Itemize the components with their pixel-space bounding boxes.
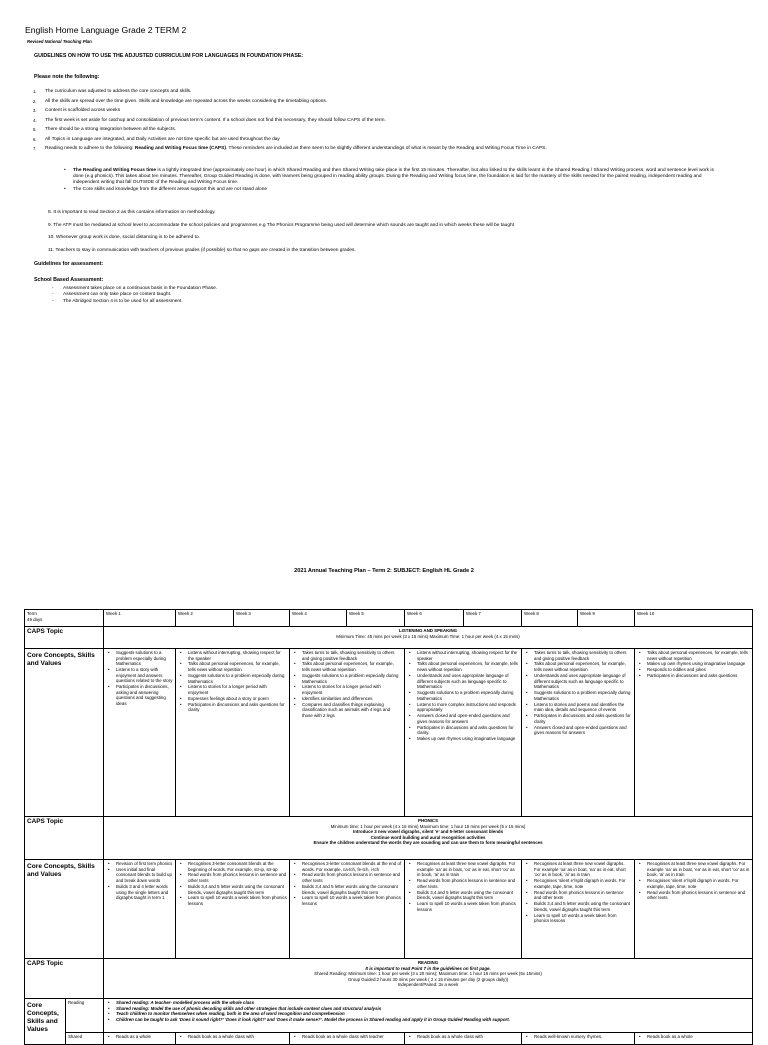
reading-sub-label: Reading bbox=[66, 999, 104, 1033]
bullet-item: • Suggests solutions to a problem especially during Mathematics bbox=[106, 650, 173, 667]
bullet-item: • Builds 3,4 and 5 letter words using the consonant blends, vowel digraphs taught this term bbox=[178, 884, 287, 895]
listening-topic-row bbox=[25, 627, 753, 649]
note-item: 2. All the skills are spread over the time given. Skills and knowledge are repeated across the weeks considering the timetabling options. bbox=[33, 98, 328, 104]
reading-header: READING It is important to read Point 7 in the guidelines on first page. Shared Reading: Minimum time: 1 hour per week (3 x 20 mins); Maximum time: 1 hour 15 mins per week (5x 15mins) Group Guided:2 hours 30 mins per week ( 2 x 15 minutes per day (2 groups daily)) Independent/Paired: 3x a week bbox=[104, 959, 753, 999]
bullet-item: • Read words from phonics lessons in sentence and other texts bbox=[292, 872, 402, 883]
week-1-reading: • Reads as a whole bbox=[104, 1033, 176, 1045]
bullet-item: • Listens to more complex instructions and responds appropriately bbox=[407, 702, 519, 713]
plan-title: 2021 Annual Teaching Plan – Term 2: SUBJECT: English HL Grade 2 bbox=[294, 568, 474, 574]
week-header: Week 4 bbox=[290, 610, 347, 627]
week-1-listening bbox=[104, 649, 176, 817]
note-item: 5. There should be a strong integration between all the subjects. bbox=[33, 127, 176, 132]
bullet-item: • Suggests solutions to a problem especially during Mathematics bbox=[524, 690, 632, 701]
bullet-item: • Takes turns to talk, showing sensitivity to others and giving positive feedback bbox=[292, 650, 402, 661]
week-header: Week 1 bbox=[104, 610, 176, 627]
week-header-row bbox=[25, 610, 753, 627]
listening-content-row bbox=[25, 649, 753, 817]
week-header: Week 9 bbox=[578, 610, 635, 627]
sub-bullet-item: • The Core skills and knowledge from the different areas support this and are not stand alone bbox=[64, 187, 716, 193]
assessment-item: - Assessment can only take place on content taught. bbox=[52, 292, 652, 298]
bullet-item: • Listens to stories for a longer period with enjoyment bbox=[178, 684, 287, 695]
week-4-5-phonics bbox=[290, 860, 405, 959]
bullet-item: • Suggests solutions to a problem especially during Mathematics bbox=[407, 690, 519, 701]
bullet-item: • Recognises 3-letter consonant blends at the end of words. For example, ca-tch, fe-tch, i-tch bbox=[292, 861, 402, 872]
week-8-9-phonics bbox=[522, 860, 635, 959]
bullet-item: • Builds 3,4 and 5 letter words using the consonant blends, vowel digraphs taught this term bbox=[407, 890, 519, 901]
bullet-item: • Participates in discussions and asks questions for clarity. bbox=[407, 725, 519, 736]
week-header: Week 10 bbox=[635, 610, 753, 627]
bullet-item: • Listens to stories for a longer period with enjoyment bbox=[292, 684, 402, 695]
assessment-item: - Assessment takes place on a continuous basis in the Foundation Phase. bbox=[52, 286, 652, 292]
note-item: 9. The ATP must be mediated at school level to accommodate the school policies and programmes e.g The Phonics Programme being used will determine which sounds are taught and in which weeks these will be taught bbox=[48, 222, 514, 228]
week-header: Week 2 bbox=[176, 610, 234, 627]
bullet-item: • Read words from phonics lessons in sentence and other texts bbox=[407, 878, 519, 889]
bullet-item: • Answers closed and open-ended questions and gives reasons for answers bbox=[407, 713, 519, 724]
core-concepts-label: Core Concepts, Skills and Values bbox=[25, 860, 104, 959]
bullet-item: • Read words from phonics lessons in sentence and other texts bbox=[524, 890, 632, 901]
assessment-heading: Guidelines for assessment: bbox=[34, 261, 104, 267]
bullet-item: • Read words from phonics lessons in sentence and other texts bbox=[637, 890, 750, 901]
caps-topic-label: CAPS Topic bbox=[25, 627, 104, 649]
bullet-item: • Listens without interrupting, showing respect for the speaker bbox=[178, 650, 287, 661]
school-assessment-heading: School Based Assessment: bbox=[34, 277, 104, 283]
bullet-item: • Recognises 3-letter consonant blends at the beginning of words. For example, str-ip, str-ap bbox=[178, 861, 287, 872]
note-item: 4. The first week is set aside for catchup and consolidation of previous term’s content. If a school does not find this necessary, they should follow CAPS of the term. bbox=[33, 117, 386, 123]
bullet-item: • Builds 3,4 and 5 letter words using the consonant blends, vowel digraphs taught this term bbox=[292, 884, 402, 895]
reading-content-row bbox=[25, 999, 753, 1033]
bullet-item: • Identifies similarities and differences bbox=[292, 696, 402, 702]
bullet-item: • Shared reading: Model the use of phonic decoding skills and other strategies that include context clues and structural analysis bbox=[106, 1006, 750, 1012]
bullet-item: • Shared reading: A teacher- modelled process with the whole class bbox=[106, 1000, 750, 1006]
phonics-topic-row bbox=[25, 817, 753, 860]
shared-sub-label: Shared bbox=[66, 1033, 104, 1045]
document-subtitle: Revised National Teaching Plan bbox=[27, 39, 92, 44]
bullet-item: • Participates in discussions and asks questions for clarity bbox=[178, 702, 287, 713]
week-header: Week 5 bbox=[347, 610, 405, 627]
bullet-item: • Learn to spell 10 words a week taken from phonics lessons bbox=[178, 895, 287, 906]
assessment-item: - The Abridged Section 4 is to be used for all assessment. bbox=[52, 299, 652, 305]
bullet-item: • Understands and uses appropriate language of different subjects such as language specific to Mathematics bbox=[524, 673, 632, 690]
bullet-item: • Recognises at least three new vowel digraphs. For example ‘oa’ as in boat, ‘ea’ as in eat, short ‘oo’ as in book, ‘ai’ as in train bbox=[524, 861, 632, 878]
document-title: English Home Language Grade 2 TERM 2 bbox=[25, 25, 187, 35]
assessment-list bbox=[52, 286, 652, 305]
week-6-7-reading: • Reads book as a whole class with bbox=[405, 1033, 522, 1045]
bullet-item: • Takes turns to talk, showing sensitivity to others and giving positive feedback bbox=[524, 650, 632, 661]
week-1-phonics bbox=[104, 860, 176, 959]
caps-topic-label: CAPS Topic bbox=[25, 817, 104, 860]
bullet-item: • Talks about personal experiences, for example, tells news without repetition bbox=[524, 661, 632, 672]
week-2-3-phonics bbox=[176, 860, 290, 959]
week-2-3-listening bbox=[176, 649, 290, 817]
phonics-header: PHONICS Minimum time: 1 hour per week (4 x 15 mins) Maximum time: 1 hour 15 mins per week (5 x 15 mins) Introduce 3 new vowel digraphs, silent ‘e’ and 5-letter consonant blends Continue word building and aural recognition activities Ensure the children understand the words they are sounding and can use them to form meaningful sentences bbox=[104, 817, 753, 860]
bullet-item: • Listens without interrupting, showing respect for the speaker bbox=[407, 650, 519, 661]
note-item: 3. Content is scaffolded across weeks bbox=[33, 108, 121, 113]
bullet-item: • Uses initial and final consonant blends to build up and break down words bbox=[106, 867, 173, 884]
week-8-9-listening bbox=[522, 649, 635, 817]
bullet-item: • Compares and classifies things explaining classification such as animals with 4 legs and those with 2 legs bbox=[292, 702, 402, 719]
notes-list bbox=[33, 89, 733, 156]
bullet-item: • Read words from phonics lessons in sentence and other texts bbox=[178, 872, 287, 883]
bullet-item: • Makes up own rhymes using imaginative language bbox=[407, 736, 519, 742]
core-concepts-label: Core Concepts, Skills and Values bbox=[25, 649, 104, 817]
bullet-item: • Recognises ‘silent e’/split digraph in words. For example, tape, time, note bbox=[637, 878, 750, 889]
term-cell: Term 49 days bbox=[25, 610, 104, 627]
bullet-item: • Recognises at least three new vowel digraphs. For example ‘oa’ as in boat, ‘oo’ as in eat, short ‘oo’ as in book, ‘ai’ as in train bbox=[407, 861, 519, 878]
bullet-item: • Suggests solutions to a problem especially during Mathematics bbox=[292, 673, 402, 684]
bullet-item: • Teach children to monitor themselves when reading, both in the area of word recognition and comprehension bbox=[106, 1011, 750, 1017]
sub-bullet-item: • The Reading and Writing Focus time is a tightly integrated time (approximately one hour) in which Shared Reading and then Shared Writing take place in the first 15 minutes. Thereafter, but also linked to the skills learnt in the Shared Reading / Shared Writing process, word and sentence level work is done (e.g phonics). This takes about ten minutes. Thereafter, Group Guided Reading is done, with learners being grouped in reading ability groups. During the Reading and Writing focus time, the foundation is laid for the mastery of the skills needed for the paired reading, independent reading and independent writing that fall OUTSIDE of the Reading and Writing Focus time. bbox=[64, 168, 716, 187]
bullet-item: • Revision of first term phonics bbox=[106, 861, 173, 867]
bullet-item: • Participates in discussions and asks questions bbox=[637, 673, 750, 679]
guidelines-heading: GUIDELINES ON HOW TO USE THE ADJUSTED CURRICULUM FOR LANGUAGES IN FOUNDATION PHASE: bbox=[34, 53, 304, 59]
bullet-item: • Recognises ‘silent e’/split digraph in words. For example, tape, time, note bbox=[524, 878, 632, 889]
note-item: 8. It is important to read Section 2 as this contains information on methodology. bbox=[48, 210, 216, 215]
note-item: 1. The curriculum was adjusted to address the core concepts and skills. bbox=[33, 89, 192, 94]
note-item: 7. Reading needs to adhere to the following: Reading and Writing Focus time (CAPS). These reminders are included as there seem to be slightly different understandings of what is meant by the Reading and Writing Focus Time in CAPS. bbox=[33, 146, 547, 151]
shared-reading-row bbox=[25, 1033, 753, 1045]
week-6-7-phonics bbox=[405, 860, 522, 959]
week-10-phonics bbox=[635, 860, 753, 959]
bullet-item: • Talks about personal experiences, for example, tells news without repetition bbox=[178, 661, 287, 672]
bullet-item: • Talks about personal experiences, for example, tells news without repetition bbox=[292, 661, 402, 672]
reading-topic-row bbox=[25, 959, 753, 999]
week-10-listening bbox=[635, 649, 753, 817]
caps-topic-label: CAPS Topic bbox=[25, 959, 104, 999]
bullet-item: • Builds 3,4 and 5 letter words using the consonant blends, vowel digraphs taught this term bbox=[524, 901, 632, 912]
bullet-item: • Expresses feelings about a story or poem bbox=[178, 696, 287, 702]
bullet-item: • Learn to spell 10 words a week taken from phonics lessons bbox=[292, 895, 402, 906]
week-4-5-reading: • Reads book as a whole class with teacher bbox=[290, 1033, 405, 1045]
week-8-9-reading: • Reads well-known nursery rhymes, bbox=[522, 1033, 635, 1045]
week-4-5-listening bbox=[290, 649, 405, 817]
bullet-item: • Understands and uses appropriate language of different subjects such as language specific to Mathematics bbox=[407, 673, 519, 690]
phonics-content-row bbox=[25, 860, 753, 959]
teaching-plan-table bbox=[24, 609, 753, 1045]
week-6-7-listening bbox=[405, 649, 522, 817]
bullet-item: • Suggests solutions to a problem especially during Mathematics bbox=[178, 673, 287, 684]
note-heading: Please note the following: bbox=[34, 74, 100, 80]
week-2-3-reading: • Reads book as a whole class with bbox=[176, 1033, 290, 1045]
bullet-item: • Responds to riddles and jokes bbox=[637, 667, 750, 673]
week-header: Week 3 bbox=[234, 610, 290, 627]
week-10-reading: • Reads book as a whole bbox=[635, 1033, 753, 1045]
bullet-item: • Talks about personal experiences, for example, tells news without repetition bbox=[407, 661, 519, 672]
bullet-item: • Listens to a story with enjoyment and answers questions related to the story bbox=[106, 667, 173, 684]
note-item: 10. Whenever group work is done, social distancing is to be adhered to. bbox=[48, 235, 200, 240]
week-header: Week 8 bbox=[522, 610, 578, 627]
bullet-item: • Participates in discussions and asks questions for clarity bbox=[524, 713, 632, 724]
reading-focus-bullets bbox=[64, 168, 716, 194]
bullet-item: • Learn to spell 10 words a week taken from phonics lessons bbox=[407, 901, 519, 912]
week-header: Week 7 bbox=[464, 610, 522, 627]
bullet-item: • Talks about personal experiences, for example, tells news without repetition bbox=[637, 650, 750, 661]
bullet-item: • Makes up own rhymes using imaginative language bbox=[637, 661, 750, 667]
core-concepts-label: Core Concepts, Skills and Values bbox=[25, 999, 66, 1045]
bullet-item: • Builds 3 and 4 letter words using the single letters and digraphs taught in term 1 bbox=[106, 884, 173, 901]
bullet-item: • Listens to stories and poems and identifies the main idea, details and sequence of events bbox=[524, 702, 632, 713]
listening-header: LISTENING AND SPEAKING Minimum Time: 45 mins per week (3 x 15 mins) Maximum Time: 1 hour per week (4 x 15 mins) bbox=[104, 627, 753, 649]
bullet-item: • Learn to spell 10 words a week taken from phonics lessons bbox=[524, 913, 632, 924]
bullet-item: • Children can be taught to ask ‘Does it sound right?’ ‘Does it look right?’ and ‘Does it make sense?’. Model the process in Shared reading and apply it in Group Guided Reading with support. bbox=[106, 1017, 750, 1023]
notes-list-continued bbox=[48, 210, 728, 260]
bullet-item: • Recognises at least three new vowel digraphs. For example ‘oa’ as in boat, ‘ea’ as in eat, short ‘oo’ as in book, ‘ai’ as in train bbox=[637, 861, 750, 878]
note-item: 6. All Topics in Language are integrated, and Daily Activities are not time specific but are used throughout the day bbox=[33, 136, 280, 142]
note-item: 11. Teachers to stay in communication with teachers of previous grades (if possible) so that no gaps are created in the transition between grades. bbox=[48, 247, 356, 253]
week-header: Week 6 bbox=[405, 610, 464, 627]
shared-reading-points bbox=[104, 999, 753, 1033]
bullet-item: • Participates in discussions, asking and answering questions and suggesting ideas bbox=[106, 684, 173, 706]
bullet-item: • Answers closed and open-ended questions and gives reasons for answers bbox=[524, 725, 632, 736]
